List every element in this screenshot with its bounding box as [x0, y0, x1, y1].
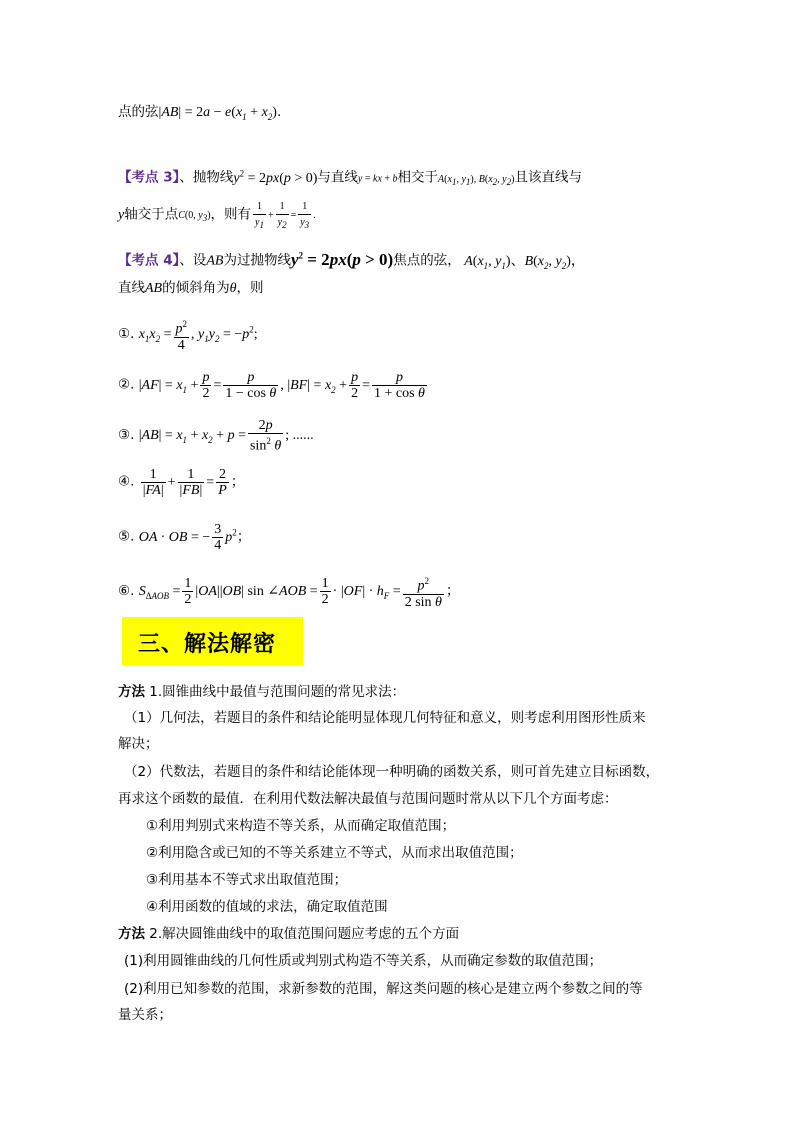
chord-formula: $|AB| = 2a - e(x_1 + x_2)$ [158, 105, 277, 122]
parabola-equation-large: $y^2 = 2px(p > 0)$ [290, 249, 394, 269]
item-5 [118, 522, 251, 553]
kaodian3-text-f: ，则有 [210, 206, 252, 223]
kaodian3-text-e: 轴交于点 [124, 206, 179, 223]
item-6 [118, 574, 460, 610]
item-1 [118, 317, 258, 353]
method2-p1: (1)利用圆锥曲线的几何性质或判别式构造不等关系，从而确定参数的取值范围； [124, 953, 603, 969]
point-c: C(0, $y_3$) [178, 210, 211, 224]
method2-title: 解决圆锥曲线中的取值范围问题应考虑的五个方面 [162, 926, 460, 942]
item-1-formula: $x_1x_2$ = $\frac{p^2}{4}$ , $y_1y_2 = -p^2$; [138, 319, 258, 353]
kaodian4-text-e: 的倾斜角为 [162, 280, 230, 296]
method2-p2b: 量关系； [118, 1007, 172, 1023]
item-3-label: ③. [118, 427, 135, 444]
ab-var-2: AB [145, 281, 163, 296]
chord-length-line [118, 103, 281, 126]
intersection-points: $A(x_1$, $y_1$), $B(x_2$, $y_2$) [438, 173, 515, 187]
method1-p2a: （2）代数法，若题目的条件和结论能体现一种明确的函数关系，则可首先建立目标函数， [124, 764, 660, 780]
item-6-formula: $S_{\Delta AOB}$ = $\frac{1}{2}$ |OA||OB| sin ∠AOB = $\frac{1}{2}$ · $|OF| \cdot h_F$ = $\frac{p^2}{\text{2 sin θ}}$ ； [138, 576, 460, 610]
item-3 [118, 418, 314, 454]
method2-heading [118, 925, 459, 943]
method1-num: 1. [145, 684, 163, 700]
kaodian4-text-f: ，则 [236, 280, 264, 296]
section-title: 三、解法解密 [138, 631, 277, 657]
method2-p2a: (2)利用已知参数的范围，求新参数的范围，解这类问题的核心是建立两个参数之间的等 [124, 981, 643, 997]
chord-suffix: . [276, 104, 282, 120]
kaodian3-text-d: 且该直线与 [514, 169, 582, 186]
parabola-equation: $y^2 = 2px(p > 0)$ [233, 168, 318, 186]
item-3-formula: $|AB| = x_1 + x_2 + p$ = $\frac{2p}{\sin^2 \theta}$ ; ...... [138, 418, 314, 454]
ab-var: AB [206, 253, 224, 269]
y-var: y [118, 207, 125, 223]
kaodian3-line2 [118, 199, 316, 233]
method1-p1a: （1）几何法，若题目的条件和结论能明显体现几何特征和意义，则考虑利用图形性质来 [124, 710, 646, 726]
method1-p1b: 解决； [118, 736, 159, 752]
method1-c4: ④利用函数的值域的求法，确定取值范围 [146, 899, 388, 915]
item-5-formula: OA · OB = − $\frac{3}{4}$ $p^2$； [138, 522, 251, 553]
kaodian3-text-c: 相交于 [397, 169, 439, 186]
kaodian3-text-b: 与直线 [317, 169, 358, 186]
method1-label: 方法 [118, 684, 145, 700]
method1-c2: ②利用隐含或已知的不等关系建立不等式，从而求出取值范围； [146, 845, 523, 861]
kaodian3-tag: 【考点 3】 [118, 169, 180, 186]
method1-c3: ③利用基本不等式求出取值范围； [146, 872, 348, 888]
line-equation: y = kx + b [357, 173, 398, 185]
kaodian4-line1 [118, 246, 585, 274]
item-6-label: ⑥. [118, 583, 135, 600]
item-4 [118, 467, 245, 498]
item-2-formula: $|AF| = x_1$ + $\frac{p}{2}$ = $\frac{p}{\text{1 − cos θ}}$ , $|BF| = x_2$ + $\frac{p}{2}$ = $\frac{p}{\text{1 + cos θ}}$ [138, 370, 425, 401]
kaodian4-text-b: 为过抛物线 [223, 252, 291, 269]
section-banner [122, 617, 303, 665]
kaodian3-text-a: 、抛物线 [179, 169, 234, 186]
item-1-label: ①. [118, 326, 135, 343]
theta-var: θ [229, 281, 237, 296]
reciprocal-relation: $\frac{1}{y_1}$ + $\frac{1}{y_2}$ = $\frac{1}{y_3}$ . [255, 201, 316, 230]
kaodian4-text-c: 焦点的弦， [393, 252, 461, 269]
chord-prefix: 点的弦 [118, 104, 159, 120]
method1-title: 圆锥曲线中最值与范围问题的常见求法： [162, 684, 406, 700]
method1-p2b: 再求这个函数的最值．在利用代数法解决最值与范围问题时常从以下几个方面考虑： [118, 791, 618, 807]
kaodian4-line2 [118, 279, 264, 298]
kaodian3-line1 [118, 164, 582, 191]
points-ab: $A(x_1$, $y_1$)、$B(x_2$, $y_2$)， [460, 253, 585, 271]
method2-label: 方法 [118, 926, 145, 942]
method2-num: 2. [145, 926, 163, 942]
item-2-label: ②. [118, 376, 135, 393]
method1-c1: ①利用判别式来构造不等关系，从而确定取值范围； [146, 818, 456, 834]
item-4-formula: $\frac{1}{|FA|}$ + $\frac{1}{|FB|}$ = $\frac{2}{P}$ ； [142, 467, 245, 498]
item-5-label: ⑤. [118, 528, 135, 545]
kaodian4-tag: 【考点 4】 [118, 252, 180, 269]
kaodian4-text-a: 、设 [179, 252, 207, 269]
kaodian4-text-d: 直线 [118, 280, 145, 296]
method1-heading [118, 683, 405, 701]
item-2 [118, 370, 429, 401]
item-4-label: ④. [118, 473, 135, 490]
